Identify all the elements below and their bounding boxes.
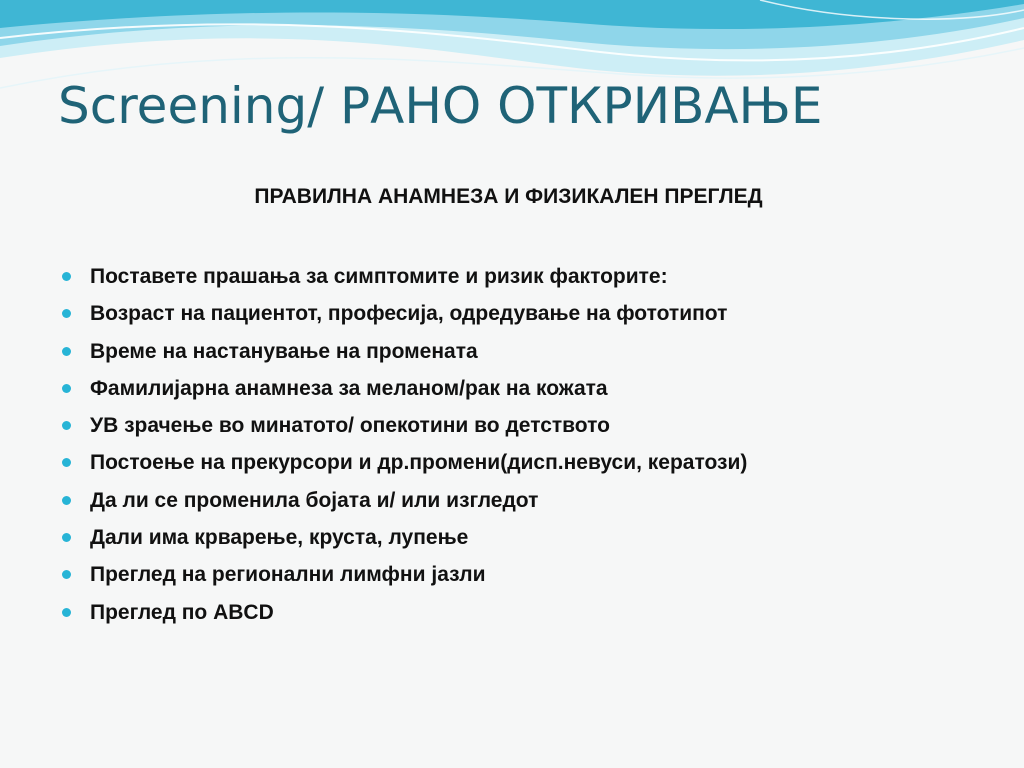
bullet-icon — [62, 608, 71, 617]
bullet-text: Преглед по ABCD — [90, 600, 274, 624]
bullet-text: Да ли се променила бојата и/ или изгледот — [90, 488, 539, 512]
bullet-item — [60, 482, 747, 519]
bullet-icon — [62, 496, 71, 505]
bullet-icon — [62, 309, 71, 318]
bullet-icon — [62, 533, 71, 542]
slide-subtitle: ПРАВИЛНА АНАМНЕЗА И ФИЗИКАЛЕН ПРЕГЛЕД — [254, 185, 763, 208]
bullet-item — [60, 556, 747, 593]
bullet-text: Време на настанување на промената — [90, 339, 478, 363]
bullet-item — [60, 407, 747, 444]
bullet-item — [60, 258, 747, 295]
bullet-icon — [62, 421, 71, 430]
bullet-icon — [62, 458, 71, 467]
bullet-icon — [62, 347, 71, 356]
bullet-text: Преглед на регионални лимфни јазли — [90, 563, 486, 587]
bullet-icon — [62, 384, 71, 393]
bullet-icon — [62, 272, 71, 281]
bullet-item — [60, 333, 747, 370]
bullet-item — [60, 444, 747, 481]
bullet-item — [60, 519, 747, 556]
bullet-text: Дали има крварење, круста, лупење — [90, 526, 469, 550]
bullet-text: Возраст на пациентот, професија, одредување на фототипот — [90, 302, 728, 326]
slide-title: Screening/ РАНО ОТКРИВАЊЕ — [58, 77, 823, 135]
bullet-item — [60, 370, 747, 407]
bullet-text: Фамилијарна анамнеза за меланом/рак на кожата — [90, 376, 608, 400]
bullet-item — [60, 594, 747, 631]
bullet-item — [60, 295, 747, 332]
bullet-icon — [62, 570, 71, 579]
bullet-text: УВ зрачење во минатото/ опекотини во детството — [90, 414, 610, 438]
bullet-text: Постоење на прекурсори и др.промени(дисп.невуси, кератози) — [90, 451, 748, 475]
bullet-list — [60, 258, 747, 631]
bullet-text: Поставете прашања за симптомите и ризик факторите: — [90, 265, 668, 288]
